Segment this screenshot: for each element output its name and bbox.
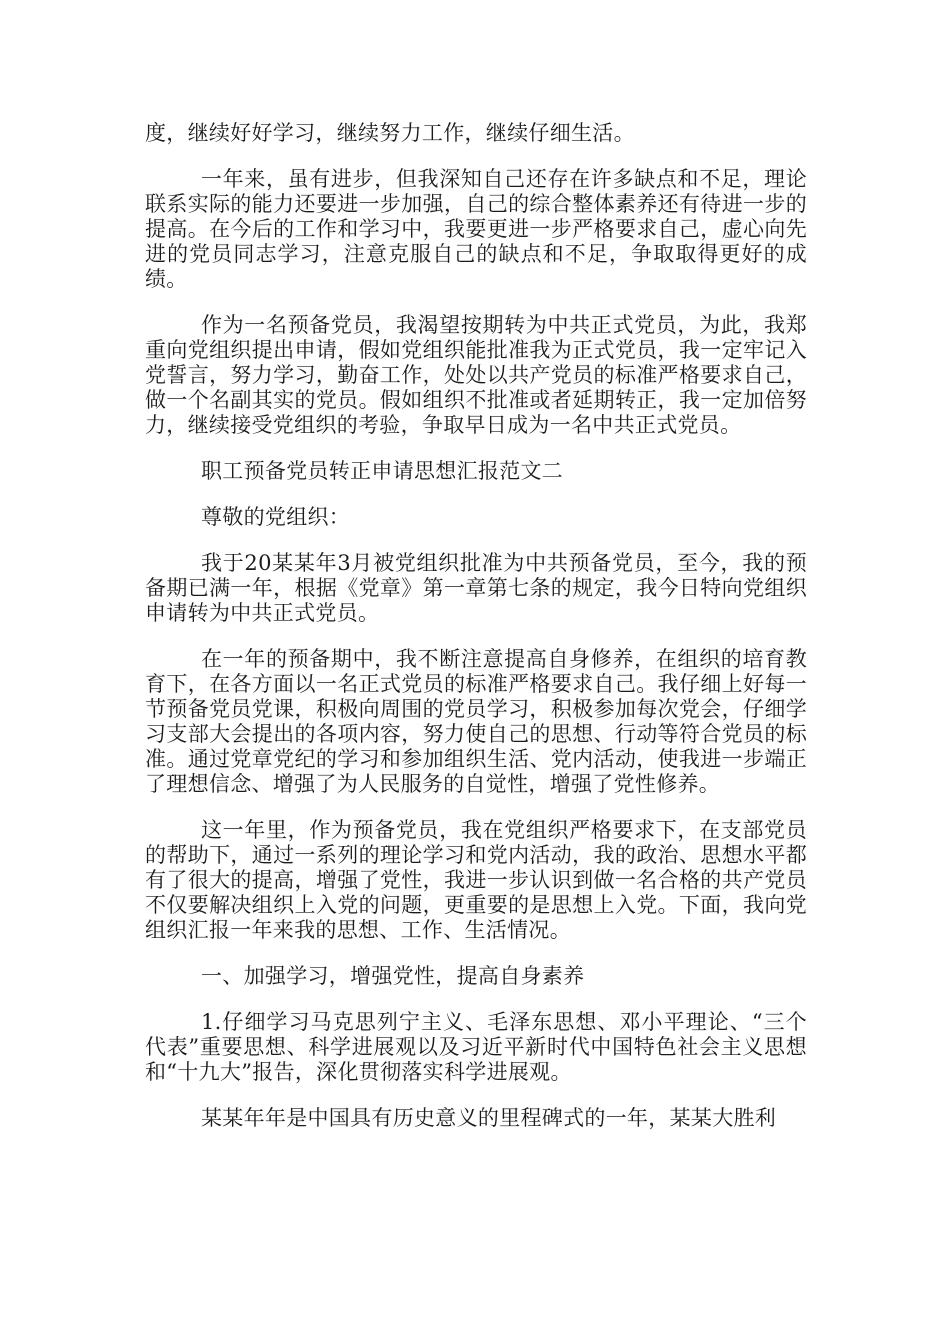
paragraph-continuation: 度，继续好好学习，继续努力工作，继续仔细生活。: [145, 121, 635, 145]
paragraph-probation: 在一年的预备期中，我不断注意提高自身修养，在组织的培育教育下，在各方面以一名正式党员的标准严格要求自己。我仔细上好每一节预备党员党课，积极向周围的党员学习，积极参加每次党会，仔细学习支部大会提出的各项内容，努力使自己的思想、行动等符合党员的标准。通过党章党纪的学习和参加组织生活、党内活动，使我进一步端正了理想信念、增强了为人民服务的自觉性，增强了党性修养。: [145, 647, 807, 796]
paragraph-shortcomings: 一年来，虽有进步，但我深知自己还存在许多缺点和不足，理论联系实际的能力还要进一步加强，自己的综合整体素养还有待进一步的提高。在今后的工作和学习中，我要更进一步严格要求自己，虚心向先进的党员同志学习，注意克服自己的缺点和不足，争取取得更好的成绩。: [145, 167, 807, 291]
paragraph-theory-study: 1.仔细学习马克思列宁主义、毛泽东思想、邓小平理论、“三个代表”重要思想、科学进展观以及习近平新时代中国特色社会主义思想和“十九大”报告，深化贯彻落实科学进展观。: [145, 1010, 807, 1084]
document-body: [145, 121, 807, 1131]
paragraph-year-review: 这一年里，作为预备党员，我在党组织严格要求下，在支部党员的帮助下，通过一系列的理论学习和党内活动，我的政治、思想水平都有了很大的提高，增强了党性，我进一步认识到做一名合格的共产党员不仅要解决组织上入党的问题，更重要的是思想上入党。下面，我向党组织汇报一年来我的思想、工作、生活情况。: [145, 818, 807, 942]
paragraph-application: 作为一名预备党员，我渴望按期转为中共正式党员，为此，我郑重向党组织提出申请，假如党组织能批准我为正式党员，我一定牢记入党誓言，努力学习，勤奋工作，处处以共产党员的标准严格要求自己，做一个名副其实的党员。假如组织不批准或者延期转正，我一定加倍努力，继续接受党组织的考验，争取早日成为一名中共正式党员。: [145, 313, 807, 437]
heading-study: 一、加强学习，增强党性，提高自身素养: [201, 964, 585, 988]
paragraph-milestone: 某某年年是中国具有历史意义的里程碑式的一年，某某大胜利: [201, 1106, 777, 1130]
section-title: 职工预备党员转正申请思想汇报范文二: [201, 459, 564, 483]
salutation: 尊敬的党组织：: [201, 505, 351, 529]
paragraph-intro: 我于20某某年3月被党组织批准为中共预备党员，至今，我的预备期已满一年，根据《党章》第一章第七条的规定，我今日特向党组织申请转为中共正式党员。: [145, 551, 807, 625]
